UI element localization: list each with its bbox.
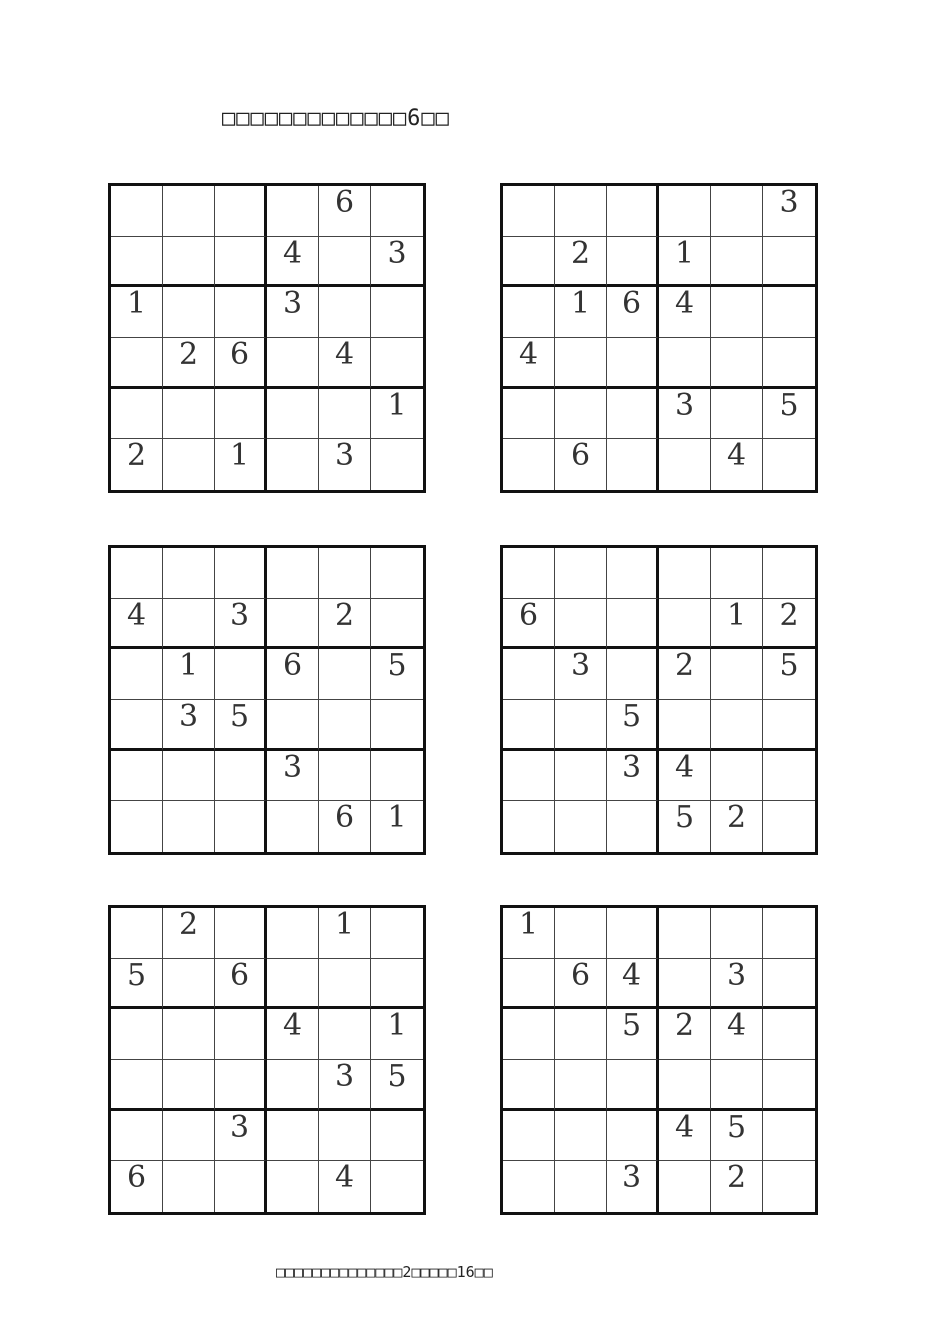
sudoku-grid-5 — [108, 905, 426, 1215]
sudoku-cell[interactable]: 2 — [163, 908, 215, 959]
sudoku-grid-6 — [500, 905, 818, 1215]
sudoku-cell[interactable] — [371, 599, 423, 650]
sudoku-cell[interactable]: 3 — [371, 237, 423, 288]
sudoku-cell[interactable]: 5 — [763, 389, 815, 440]
sudoku-cell[interactable] — [503, 389, 555, 440]
sudoku-grid-1 — [108, 183, 426, 493]
sudoku-cell[interactable] — [163, 751, 215, 802]
sudoku-cell[interactable] — [319, 1009, 371, 1060]
sudoku-cell[interactable]: 6 — [319, 186, 371, 237]
sudoku-cell[interactable]: 5 — [111, 959, 163, 1010]
sudoku-cell[interactable]: 3 — [319, 439, 371, 490]
sudoku-cell[interactable] — [215, 908, 267, 959]
sudoku-cell[interactable] — [111, 389, 163, 440]
sudoku-cell[interactable] — [267, 1111, 319, 1162]
sudoku-cell[interactable] — [111, 649, 163, 700]
sudoku-cell[interactable]: 6 — [503, 599, 555, 650]
sudoku-cell[interactable]: 1 — [711, 599, 763, 650]
sudoku-cell[interactable] — [659, 700, 711, 751]
sudoku-cell[interactable]: 1 — [555, 287, 607, 338]
sudoku-cell[interactable]: 2 — [659, 1009, 711, 1060]
sudoku-cell[interactable] — [163, 1060, 215, 1111]
sudoku-cell[interactable] — [763, 959, 815, 1010]
sudoku-cell[interactable]: 3 — [215, 1111, 267, 1162]
sudoku-cell[interactable]: 6 — [319, 801, 371, 852]
sudoku-cell[interactable] — [659, 186, 711, 237]
sudoku-cell[interactable] — [763, 338, 815, 389]
sudoku-cell[interactable] — [163, 599, 215, 650]
sudoku-cell[interactable] — [711, 548, 763, 599]
sudoku-cell[interactable] — [319, 287, 371, 338]
sudoku-cell[interactable] — [371, 548, 423, 599]
sudoku-cell[interactable] — [267, 908, 319, 959]
sudoku-cell[interactable]: 5 — [711, 1111, 763, 1162]
sudoku-cell[interactable] — [371, 439, 423, 490]
sudoku-cell[interactable]: 4 — [607, 959, 659, 1010]
sudoku-cell[interactable] — [711, 751, 763, 802]
sudoku-cell[interactable] — [267, 1060, 319, 1111]
sudoku-cell[interactable]: 4 — [267, 1009, 319, 1060]
sudoku-cell[interactable] — [111, 548, 163, 599]
sudoku-cell[interactable] — [371, 700, 423, 751]
sudoku-cell[interactable]: 5 — [215, 700, 267, 751]
sudoku-cell[interactable] — [371, 908, 423, 959]
sudoku-cell[interactable] — [111, 801, 163, 852]
sudoku-cell[interactable] — [371, 1161, 423, 1212]
sudoku-cell[interactable] — [111, 751, 163, 802]
sudoku-cell[interactable]: 6 — [215, 338, 267, 389]
sudoku-cell[interactable] — [267, 439, 319, 490]
sudoku-cell[interactable]: 6 — [555, 959, 607, 1010]
sudoku-cell[interactable] — [163, 389, 215, 440]
sudoku-cell[interactable] — [659, 338, 711, 389]
sudoku-cell[interactable] — [215, 389, 267, 440]
sudoku-cell[interactable] — [371, 186, 423, 237]
sudoku-cell[interactable] — [763, 548, 815, 599]
sudoku-cell[interactable] — [371, 1111, 423, 1162]
sudoku-cell[interactable]: 3 — [267, 287, 319, 338]
sudoku-cell[interactable] — [711, 287, 763, 338]
sudoku-cell[interactable] — [267, 801, 319, 852]
sudoku-cell[interactable] — [163, 287, 215, 338]
sudoku-grid-2 — [500, 183, 818, 493]
sudoku-cell[interactable] — [763, 908, 815, 959]
sudoku-cell[interactable]: 4 — [503, 338, 555, 389]
sudoku-cell[interactable] — [319, 389, 371, 440]
sudoku-cell[interactable] — [267, 700, 319, 751]
sudoku-cell[interactable] — [111, 338, 163, 389]
sudoku-cell[interactable]: 2 — [111, 439, 163, 490]
sudoku-cell[interactable] — [215, 237, 267, 288]
sudoku-cell[interactable] — [215, 1060, 267, 1111]
sudoku-cell[interactable] — [503, 1009, 555, 1060]
sudoku-cell[interactable]: 6 — [215, 959, 267, 1010]
sudoku-cell[interactable]: 4 — [111, 599, 163, 650]
sudoku-cell[interactable]: 4 — [659, 287, 711, 338]
sudoku-cell[interactable] — [163, 548, 215, 599]
sudoku-cell[interactable] — [607, 389, 659, 440]
sudoku-cell[interactable] — [503, 801, 555, 852]
sudoku-cell[interactable] — [371, 338, 423, 389]
sudoku-cell[interactable]: 2 — [163, 338, 215, 389]
sudoku-cell[interactable] — [607, 548, 659, 599]
sudoku-cell[interactable] — [555, 751, 607, 802]
sudoku-cell[interactable]: 6 — [267, 649, 319, 700]
sudoku-cell[interactable] — [659, 1060, 711, 1111]
sudoku-cell[interactable] — [607, 186, 659, 237]
sudoku-cell[interactable] — [163, 959, 215, 1010]
sudoku-cell[interactable] — [555, 908, 607, 959]
sudoku-cell[interactable]: 1 — [215, 439, 267, 490]
sudoku-cell[interactable]: 1 — [163, 649, 215, 700]
sudoku-cell[interactable]: 3 — [607, 751, 659, 802]
sudoku-cell[interactable]: 2 — [763, 599, 815, 650]
sudoku-cell[interactable]: 4 — [711, 439, 763, 490]
sudoku-cell[interactable] — [111, 186, 163, 237]
sudoku-cell[interactable] — [503, 287, 555, 338]
sudoku-cell[interactable] — [763, 439, 815, 490]
sudoku-cell[interactable] — [111, 1111, 163, 1162]
sudoku-cell[interactable] — [711, 1060, 763, 1111]
sudoku-cell[interactable] — [503, 649, 555, 700]
sudoku-cell[interactable] — [711, 237, 763, 288]
sudoku-cell[interactable] — [607, 801, 659, 852]
sudoku-cell[interactable] — [215, 287, 267, 338]
sudoku-cell[interactable]: 6 — [111, 1161, 163, 1212]
sudoku-cell[interactable] — [607, 1111, 659, 1162]
sudoku-cell[interactable] — [267, 959, 319, 1010]
sudoku-cell[interactable] — [319, 548, 371, 599]
sudoku-grid-4 — [500, 545, 818, 855]
sudoku-cell[interactable] — [503, 959, 555, 1010]
sudoku-cell[interactable]: 3 — [163, 700, 215, 751]
sudoku-cell[interactable] — [503, 700, 555, 751]
sudoku-cell[interactable] — [763, 1111, 815, 1162]
sudoku-cell[interactable]: 3 — [607, 1161, 659, 1212]
sudoku-cell[interactable] — [111, 700, 163, 751]
sudoku-cell[interactable] — [371, 287, 423, 338]
sudoku-cell[interactable] — [503, 1111, 555, 1162]
sudoku-cell[interactable] — [555, 1009, 607, 1060]
sudoku-cell[interactable] — [215, 548, 267, 599]
sudoku-cell[interactable] — [163, 801, 215, 852]
sudoku-cell[interactable]: 4 — [659, 751, 711, 802]
sudoku-cell[interactable]: 1 — [371, 389, 423, 440]
sudoku-cell[interactable]: 1 — [111, 287, 163, 338]
sudoku-cell[interactable]: 4 — [319, 338, 371, 389]
sudoku-cell[interactable] — [503, 439, 555, 490]
sudoku-cell[interactable] — [607, 908, 659, 959]
sudoku-cell[interactable] — [607, 237, 659, 288]
sudoku-cell[interactable] — [555, 1060, 607, 1111]
sudoku-cell[interactable] — [607, 649, 659, 700]
sudoku-cell[interactable]: 5 — [371, 1060, 423, 1111]
sudoku-cell[interactable]: 4 — [711, 1009, 763, 1060]
sudoku-cell[interactable]: 3 — [215, 599, 267, 650]
sudoku-cell[interactable] — [267, 186, 319, 237]
sudoku-cell[interactable]: 3 — [319, 1060, 371, 1111]
sudoku-cell[interactable] — [319, 700, 371, 751]
sudoku-cell[interactable] — [163, 1009, 215, 1060]
sudoku-cell[interactable]: 5 — [659, 801, 711, 852]
sudoku-cell[interactable] — [763, 287, 815, 338]
sudoku-cell[interactable] — [711, 649, 763, 700]
sudoku-cell[interactable] — [711, 908, 763, 959]
sudoku-cell[interactable] — [763, 700, 815, 751]
sudoku-cell[interactable]: 1 — [319, 908, 371, 959]
sudoku-cell[interactable] — [659, 959, 711, 1010]
sudoku-cell[interactable]: 6 — [607, 287, 659, 338]
sudoku-cell[interactable] — [555, 1161, 607, 1212]
sudoku-cell[interactable] — [319, 751, 371, 802]
sudoku-cell[interactable] — [319, 649, 371, 700]
sudoku-cell[interactable]: 1 — [659, 237, 711, 288]
sudoku-cell[interactable] — [503, 1161, 555, 1212]
sudoku-cell[interactable] — [555, 599, 607, 650]
sudoku-cell[interactable] — [607, 338, 659, 389]
sudoku-cell[interactable] — [607, 439, 659, 490]
sudoku-cell[interactable] — [111, 1060, 163, 1111]
sudoku-cell[interactable] — [163, 186, 215, 237]
sudoku-cell[interactable] — [111, 908, 163, 959]
sudoku-cell[interactable] — [659, 599, 711, 650]
sudoku-cell[interactable] — [711, 700, 763, 751]
sudoku-cell[interactable]: 5 — [607, 700, 659, 751]
sudoku-cell[interactable] — [763, 237, 815, 288]
page-title: □□□□□□□□□□□□□6□□ — [222, 106, 450, 131]
sudoku-cell[interactable] — [659, 1161, 711, 1212]
sudoku-cell[interactable]: 3 — [711, 959, 763, 1010]
sudoku-cell[interactable] — [503, 751, 555, 802]
sudoku-cell[interactable] — [215, 801, 267, 852]
sudoku-cell[interactable] — [763, 751, 815, 802]
sudoku-cell[interactable]: 5 — [371, 649, 423, 700]
sudoku-cell[interactable]: 4 — [319, 1161, 371, 1212]
sudoku-cell[interactable]: 2 — [319, 599, 371, 650]
sudoku-cell[interactable] — [763, 1009, 815, 1060]
sudoku-cell[interactable] — [371, 959, 423, 1010]
sudoku-cell[interactable] — [319, 1111, 371, 1162]
sudoku-cell[interactable] — [267, 338, 319, 389]
sudoku-cell[interactable]: 3 — [659, 389, 711, 440]
sudoku-cell[interactable] — [163, 237, 215, 288]
sudoku-cell[interactable] — [215, 186, 267, 237]
sudoku-cell[interactable]: 3 — [763, 186, 815, 237]
sudoku-cell[interactable]: 5 — [607, 1009, 659, 1060]
sudoku-cell[interactable] — [763, 1161, 815, 1212]
sudoku-cell[interactable] — [659, 548, 711, 599]
sudoku-cell[interactable]: 6 — [555, 439, 607, 490]
sudoku-cell[interactable] — [267, 548, 319, 599]
sudoku-cell[interactable] — [111, 1009, 163, 1060]
sudoku-cell[interactable]: 2 — [711, 801, 763, 852]
sudoku-cell[interactable] — [763, 801, 815, 852]
page-footer: □□□□□□□□□□□□□□2□□□□□16□□ — [276, 1263, 493, 1281]
sudoku-cell[interactable] — [711, 338, 763, 389]
sudoku-cell[interactable]: 3 — [555, 649, 607, 700]
sudoku-cell[interactable]: 1 — [371, 1009, 423, 1060]
sudoku-cell[interactable]: 1 — [503, 908, 555, 959]
sudoku-cell[interactable] — [163, 1161, 215, 1212]
sudoku-grid-3 — [108, 545, 426, 855]
sudoku-cell[interactable] — [503, 186, 555, 237]
sudoku-cell[interactable]: 4 — [659, 1111, 711, 1162]
sudoku-cell[interactable]: 4 — [267, 237, 319, 288]
sudoku-cell[interactable]: 2 — [659, 649, 711, 700]
sudoku-cell[interactable] — [659, 439, 711, 490]
sudoku-cell[interactable] — [555, 186, 607, 237]
sudoku-cell[interactable] — [555, 1111, 607, 1162]
sudoku-cell[interactable]: 3 — [267, 751, 319, 802]
sudoku-cell[interactable] — [555, 338, 607, 389]
sudoku-cell[interactable] — [607, 599, 659, 650]
sudoku-cell[interactable] — [555, 700, 607, 751]
sudoku-cell[interactable] — [711, 186, 763, 237]
sudoku-cell[interactable] — [215, 649, 267, 700]
sudoku-cell[interactable] — [267, 1161, 319, 1212]
sudoku-cell[interactable] — [607, 1060, 659, 1111]
sudoku-cell[interactable] — [267, 389, 319, 440]
sudoku-cell[interactable] — [503, 1060, 555, 1111]
sudoku-cell[interactable] — [267, 599, 319, 650]
sudoku-cell[interactable]: 2 — [711, 1161, 763, 1212]
sudoku-cell[interactable] — [111, 237, 163, 288]
sudoku-cell[interactable] — [659, 908, 711, 959]
sudoku-cell[interactable] — [503, 548, 555, 599]
sudoku-cell[interactable] — [163, 1111, 215, 1162]
sudoku-cell[interactable] — [555, 389, 607, 440]
sudoku-cell[interactable] — [319, 959, 371, 1010]
sudoku-cell[interactable] — [215, 751, 267, 802]
sudoku-cell[interactable] — [503, 237, 555, 288]
sudoku-cell[interactable]: 2 — [555, 237, 607, 288]
sudoku-cell[interactable] — [711, 389, 763, 440]
sudoku-cell[interactable]: 5 — [763, 649, 815, 700]
sudoku-cell[interactable] — [763, 1060, 815, 1111]
sudoku-cell[interactable] — [371, 751, 423, 802]
sudoku-cell[interactable] — [555, 801, 607, 852]
sudoku-cell[interactable] — [555, 548, 607, 599]
sudoku-cell[interactable] — [163, 439, 215, 490]
sudoku-cell[interactable] — [319, 237, 371, 288]
sudoku-cell[interactable]: 1 — [387, 800, 407, 836]
sudoku-cell[interactable] — [215, 1009, 267, 1060]
sudoku-cell[interactable] — [215, 1161, 267, 1212]
